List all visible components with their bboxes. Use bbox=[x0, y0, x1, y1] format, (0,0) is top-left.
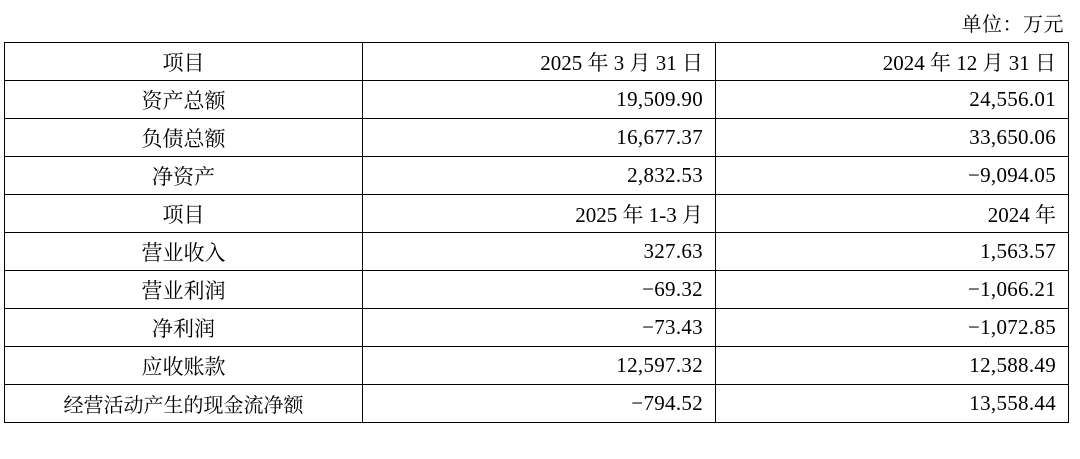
cell-total-assets-2025: 19,509.90 bbox=[363, 81, 716, 119]
financial-summary-table bbox=[4, 42, 1069, 423]
cell-total-liabilities-2025: 16,677.37 bbox=[363, 119, 716, 157]
row-label-revenue: 营业收入 bbox=[5, 233, 363, 271]
cell-operating-cash-flow-2025q1: −794.52 bbox=[363, 385, 716, 423]
table-row bbox=[5, 309, 1069, 347]
header-date-2024-12-31: 2024 年 12 月 31 日 bbox=[716, 43, 1069, 81]
cell-accounts-receivable-2025q1: 12,597.32 bbox=[363, 347, 716, 385]
cell-revenue-2024: 1,563.57 bbox=[716, 233, 1069, 271]
cell-net-assets-2025: 2,832.53 bbox=[363, 157, 716, 195]
table-row bbox=[5, 233, 1069, 271]
cell-net-profit-2024: −1,072.85 bbox=[716, 309, 1069, 347]
row-label-operating-profit: 营业利润 bbox=[5, 271, 363, 309]
cell-net-profit-2025q1: −73.43 bbox=[363, 309, 716, 347]
cell-accounts-receivable-2024: 12,588.49 bbox=[716, 347, 1069, 385]
table-header-row-balance bbox=[5, 43, 1069, 81]
header-label-item: 项目 bbox=[5, 43, 363, 81]
row-label-total-assets: 资产总额 bbox=[5, 81, 363, 119]
header-period-2025-q1: 2025 年 1-3 月 bbox=[363, 195, 716, 233]
table-row bbox=[5, 157, 1069, 195]
table-row bbox=[5, 119, 1069, 157]
row-label-net-assets: 净资产 bbox=[5, 157, 363, 195]
cell-operating-profit-2024: −1,066.21 bbox=[716, 271, 1069, 309]
table-header-row-income bbox=[5, 195, 1069, 233]
table-row bbox=[5, 271, 1069, 309]
cell-total-liabilities-2024: 33,650.06 bbox=[716, 119, 1069, 157]
header-period-2024: 2024 年 bbox=[716, 195, 1069, 233]
cell-operating-profit-2025q1: −69.32 bbox=[363, 271, 716, 309]
cell-net-assets-2024: −9,094.05 bbox=[716, 157, 1069, 195]
row-label-total-liabilities: 负债总额 bbox=[5, 119, 363, 157]
table-row bbox=[5, 347, 1069, 385]
row-label-accounts-receivable: 应收账款 bbox=[5, 347, 363, 385]
table-row bbox=[5, 385, 1069, 423]
row-label-net-profit: 净利润 bbox=[5, 309, 363, 347]
table-row bbox=[5, 81, 1069, 119]
financial-summary-table-wrapper bbox=[4, 42, 1068, 423]
row-label-operating-cash-flow: 经营活动产生的现金流净额 bbox=[5, 385, 363, 423]
cell-revenue-2025q1: 327.63 bbox=[363, 233, 716, 271]
header-date-2025-03-31: 2025 年 3 月 31 日 bbox=[363, 43, 716, 81]
cell-operating-cash-flow-2024: 13,558.44 bbox=[716, 385, 1069, 423]
header-label-item-2: 项目 bbox=[5, 195, 363, 233]
cell-total-assets-2024: 24,556.01 bbox=[716, 81, 1069, 119]
unit-note: 单位：万元 bbox=[961, 14, 1064, 36]
